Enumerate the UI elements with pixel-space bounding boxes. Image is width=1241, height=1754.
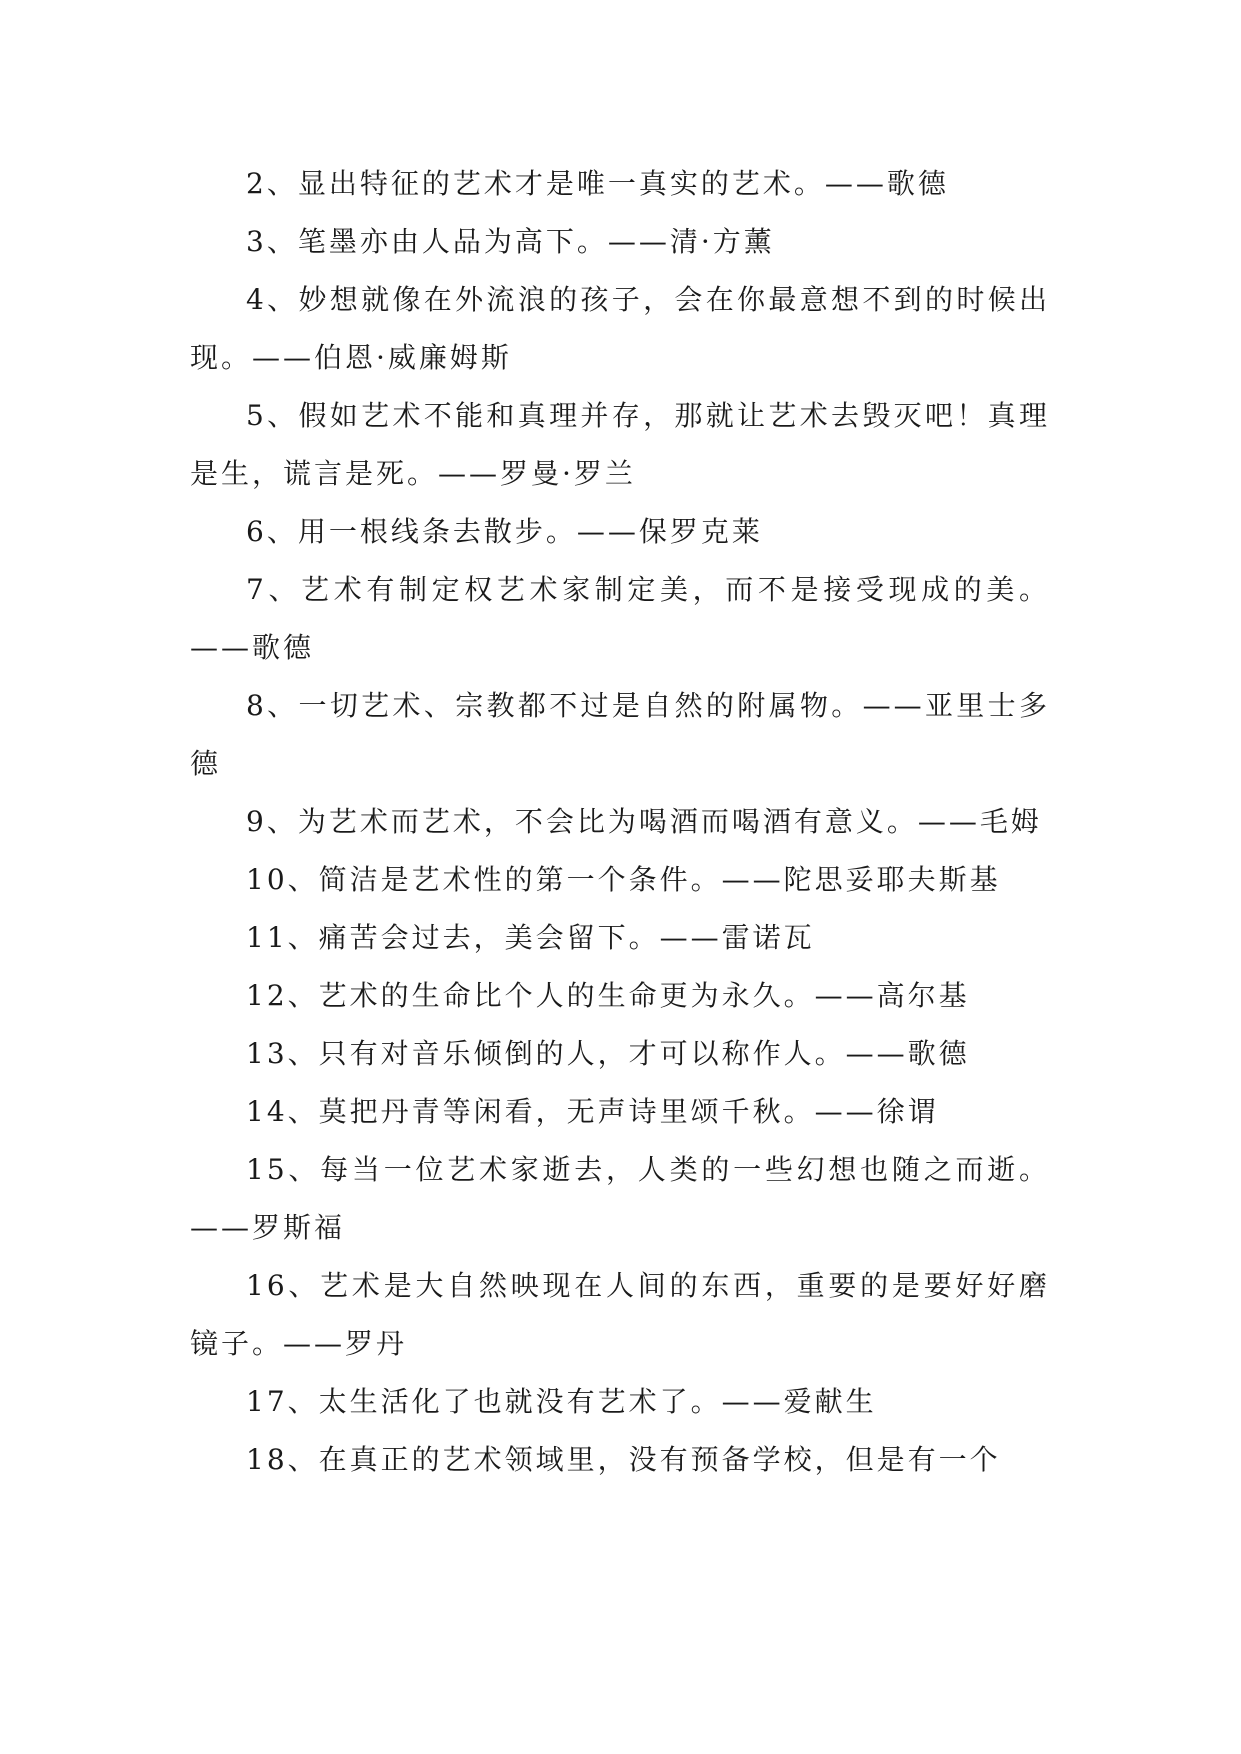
quote-paragraph: 8、一切艺术、宗教都不过是自然的附属物。——亚里士多德: [190, 689, 1050, 780]
quote-paragraph: 6、用一根线条去散步。——保罗克莱: [246, 515, 763, 548]
quote-paragraph: 5、假如艺术不能和真理并存，那就让艺术去毁灭吧！真理是生，谎言是死。——罗曼·罗兰: [190, 399, 1050, 490]
quote-paragraph: 7、艺术有制定权艺术家制定美，而不是接受现成的美。——歌德: [190, 573, 1050, 664]
quote-paragraph: 15、每当一位艺术家逝去，人类的一些幻想也随之而逝。——罗斯福: [190, 1153, 1050, 1244]
quote-paragraph: 4、妙想就像在外流浪的孩子，会在你最意想不到的时候出现。——伯恩·威廉姆斯: [190, 283, 1050, 374]
quote-paragraph: 9、为艺术而艺术，不会比为喝酒而喝酒有意义。——毛姆: [246, 805, 1042, 838]
quote-paragraph: 2、显出特征的艺术才是唯一真实的艺术。——歌德: [246, 167, 949, 200]
quote-paragraph: 3、笔墨亦由人品为高下。——清·方薰: [246, 225, 775, 258]
quote-paragraph: 16、艺术是大自然映现在人间的东西，重要的是要好好磨镜子。——罗丹: [190, 1269, 1050, 1360]
quote-paragraph: 13、只有对音乐倾倒的人，才可以称作人。——歌德: [246, 1037, 970, 1070]
quote-paragraph: 17、太生活化了也就没有艺术了。——爱献生: [246, 1385, 877, 1418]
quote-paragraph: 14、莫把丹青等闲看，无声诗里颂千秋。——徐谓: [246, 1095, 939, 1128]
quote-paragraph: 18、在真正的艺术领域里，没有预备学校，但是有一个: [246, 1443, 1001, 1476]
quote-paragraph: 12、艺术的生命比个人的生命更为永久。——高尔基: [246, 979, 970, 1012]
quote-paragraph: 10、简洁是艺术性的第一个条件。——陀思妥耶夫斯基: [246, 863, 1001, 896]
quote-paragraph: 11、痛苦会过去，美会留下。——雷诺瓦: [246, 921, 815, 954]
quote-list: [190, 155, 1050, 1489]
